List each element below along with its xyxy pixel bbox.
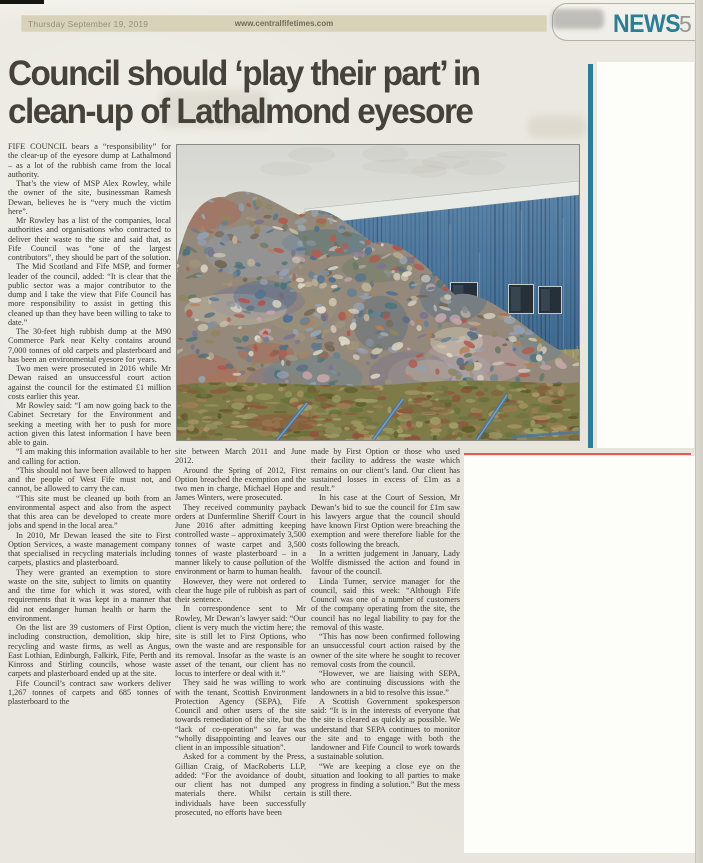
article-paragraph: They were granted an exemption to store waste on the site, subject to limits on quantity and the time for which it was stored, with requirements that it was kept in a manner that did not endanger human health or harm the environment. (8, 567, 171, 623)
article-paragraph: In 2010, Mr Dewan leased the site to First Option Services, a waste management company that specialised in recycling materials including carpets, plastics and plasterboard. (8, 530, 171, 568)
red-rule (464, 453, 691, 455)
article-paragraph: In a written judgement in January, Lady Wolffe dismissed the action and found in favour of the council. (311, 548, 460, 577)
article-paragraph: That’s the view of MSP Alex Rowley, while the owner of the site, businessman Ramesh Dewan, believes he is “very much the victim here”. (8, 179, 171, 216)
article-column-3 (311, 447, 460, 854)
article-paragraph: Two men were prosecuted in 2016 while Mr Dewan raised an unsuccessful court action against the council for the estimated £1 million costs earlier this year. (8, 364, 171, 401)
article-paragraph: In his case at the Court of Session, Mr Dewan’s bid to sue the council for £1m saw his lawyers argue that the council should have known First Option were breaching the exemption and were therefore liable for the costs following the breach. (311, 493, 460, 549)
article-paragraph: The Mid Scotland and Fife MSP, and former leader of the council, added: “It is clear that the public sector was a major contributor to the dump and I take the view that Fife Council has more responsibility to assist in getting this cleaned up than they have been willing to take to date.” (8, 262, 171, 327)
article-paragraph: In correspondence sent to Mr Rowley, Mr Dewan’s lawyer said: “Our client is very much the victim here; the site is still let to First Options, who own the waste and are responsible for its removal. Insofar as the waste is an asset of the tenant, our client has no locus to interfere or deal with it.” (175, 604, 306, 678)
website-label: www.centralfifetimes.com (234, 19, 334, 28)
article-paragraph: “This site must be cleaned up both from an environmental aspect and also from the aspect that this area can be developed to create more jobs and spend in the local area.” (8, 493, 171, 531)
article-paragraph: They received community payback orders at Dunfermline Sheriff Court in June 2016 after admitting keeping controlled waste – approximately 3,500 tonnes of waste carpet and 3,500 tonnes of waste plasterboard – in a manner likely to cause pollution of the environment or harm to human health. (175, 502, 306, 577)
print-registration-mark (0, 0, 44, 4)
article-paragraph: On the list are 39 customers of First Option, including construction, demolition, skip hire, recycling and waste firms, as well as Angus, East Lothian, Edinburgh, Falkirk, Fife, Perth and Kinross and Stirling councils, whose waste carpets and plasterboard ended up at the site. (8, 623, 171, 679)
article-paragraph: “I am making this information available to her and calling for action. (8, 447, 171, 466)
section-label: NEWS (613, 10, 681, 38)
article-paragraph: site between March 2011 and June 2012. (175, 447, 306, 466)
ink-bleed-mark (552, 9, 604, 29)
headline-line-1: Council should ‘play their part’ in (8, 54, 480, 93)
article-paragraph: FIFE COUNCIL bears a “responsibility” for the clear-up of the eyesore dump at Lathalmond – as a lot of the rubbish came from the local authority. (8, 142, 171, 179)
article-paragraph: However, they were not ordered to clear the huge pile of rubbish as part of their sentence. (175, 576, 306, 604)
headline-line-2: clean-up of Lathalmond eyesore (8, 92, 473, 131)
masthead-strip (22, 16, 546, 31)
article-paragraph: A Scottish Government spokesperson said: “It is in the interests of everyone that the site is cleared as quickly as possible. We understand that SEPA continues to monitor the site and to engage with both the landowner and Fife Council to work towards a sustainable solution. (311, 696, 460, 762)
article-paragraph: “We are keeping a close eye on the situation and looking to all parties to make progress in finding a solution.” But the mess is still there. (311, 761, 460, 799)
article-column-1 (8, 142, 171, 854)
article-paragraph: made by First Option or those who used their facility to address the waste which remains on our client’s land. Our client has sustained losses in excess of £1m as a result.” (311, 447, 460, 493)
blank-region-top-right (597, 62, 694, 448)
article-column-2 (175, 447, 306, 854)
article-paragraph: The 30-feet high rubbish dump at the M90 Commerce Park near Kelty contains around 7,000 tonnes of old carpets and plasterboard and has been an environmental eyesore for years. (8, 327, 171, 364)
teal-divider-bar (588, 64, 593, 448)
article-paragraph: Mr Rowley said: “I am now going back to the Cabinet Secretary for the Environment and seeking a meeting with her to push for more action given this latest information I have been able to gain. (8, 401, 171, 447)
dump-photo-art (177, 145, 579, 440)
article-paragraph: “This should not have been allowed to happen and the people of West Fife must not, and cannot, be allowed to carry the can. (8, 465, 171, 494)
article-paragraph: Mr Rowley has a list of the companies, local authorities and organisations who contracted to deliver their waste to the site and said that, as Fife Council was “one of the largest contributors”, they should be part of the solution. (8, 216, 171, 262)
article-paragraph: They said he was willing to work with the tenant, Scottish Environment Protection Agency (SEPA), Fife Council and other users of the site towards remediation of the site, but the “lack of co-operation” so far was “wholly disappointing and leaves our client in an impossible situation”. (175, 678, 306, 752)
page-number: 5 (679, 11, 692, 37)
article-paragraph: Around the Spring of 2012, First Option breached the exemption and the two men in charge, Michael Hope and James Winters, were prosecuted. (175, 465, 306, 503)
article-paragraph: “This has now been confirmed following an unsuccessful court action raised by the owner of the site where he sought to recover removal costs from the council. (311, 632, 460, 669)
article-paragraph: Linda Turner, service manager for the council, said this week: “Although Fife Council was one of a number of customers of the company operating from the site, the council has no legal liability to pay for the removal of this waste. (311, 576, 460, 632)
headline (8, 55, 578, 131)
date-label: Thursday September 19, 2019 (28, 19, 149, 29)
page-edge (695, 0, 703, 863)
article-paragraph: Asked for a comment by the Press, Gillian Craig, of MacRoberts LLP, added: “For the avoidance of doubt, our client has not dumped any materials there. Whilst certain individuals have been successfully prosecuted, no efforts have been (175, 752, 306, 817)
article-paragraph: Fife Council’s contract saw workers deliver 1,267 tonnes of carpets and 685 tonnes of plasterboard to the (8, 678, 171, 706)
article-paragraph: “However, we are liaising with SEPA, who are continuing discussions with the landowners in a bid to resolve this issue.” (311, 669, 460, 697)
blank-region-bottom-right (464, 456, 695, 853)
dump-photo (176, 144, 580, 441)
